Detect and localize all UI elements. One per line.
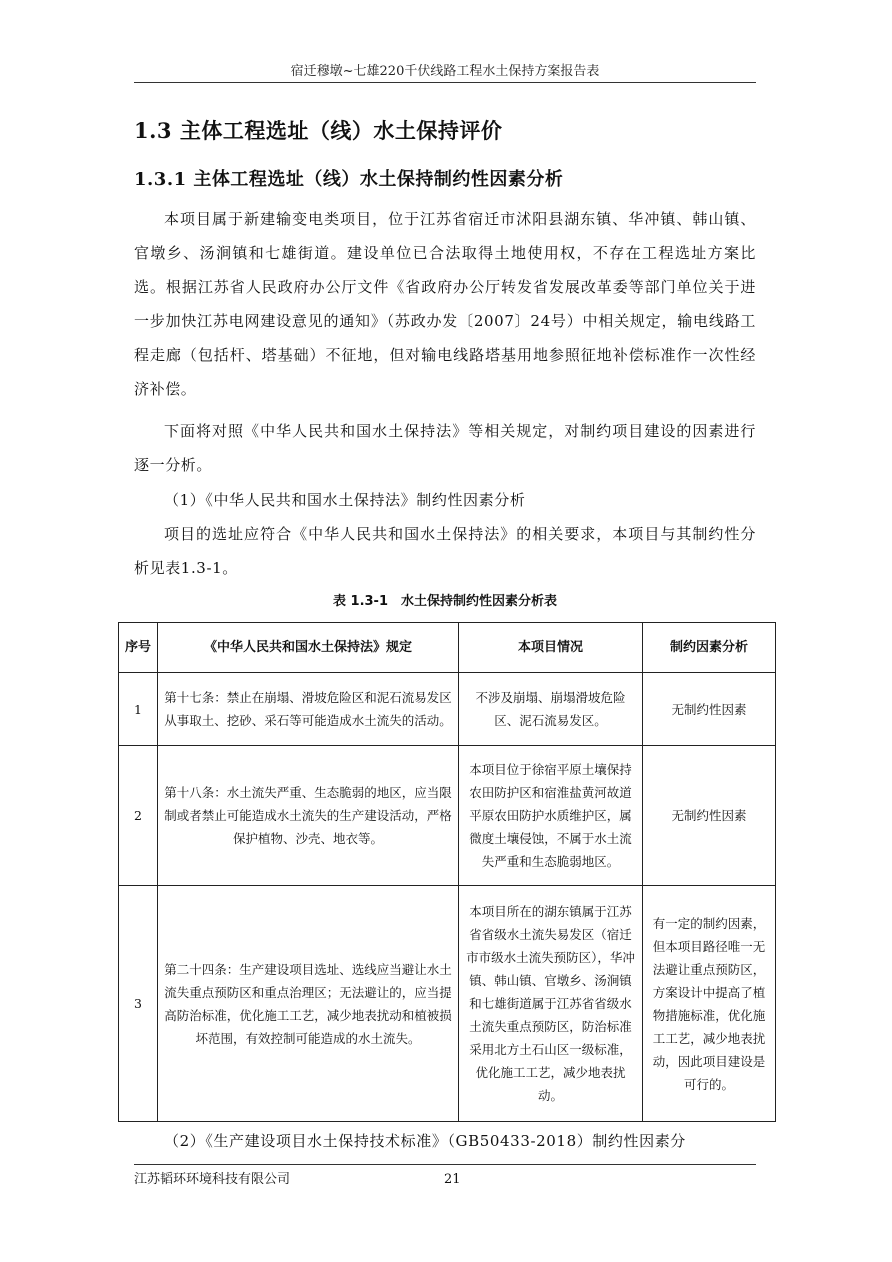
paragraph-project-overview: 本项目属于新建输变电类项目，位于江苏省宿迁市沭阳县湖东镇、华冲镇、韩山镇、官墩乡、汤涧镇和七雄街道。建设单位已合法取得土地使用权，不存在工程选址方案比选。根据江苏省人民政府办公厅文件《省政府办公厅转发省发展改革委等部门单位关于进一步加快江苏电网建设意见的通知》（苏政办发〔2007〕24号）中相关规定，输电线路工程走廊（包括杆、塔基础）不征地，但对输电线路塔基用地参照征地补偿标准作一次性经济补偿。 xyxy=(134,210,756,398)
section-title: 1.3 主体工程选址（线）水土保持评价 xyxy=(134,118,503,143)
header-analysis: 制约因素分析 xyxy=(643,623,776,673)
constraint-factor-table xyxy=(118,622,776,1122)
row-project-situation: 本项目位于徐宿平原土壤保持农田防护区和宿淮盐黄河故道平原农田防护水质维护区，属微度土壤侵蚀，不属于水土流失严重和生态脆弱地区。 xyxy=(459,746,643,886)
footer-divider xyxy=(134,1164,756,1165)
header-law: 《中华人民共和国水土保持法》规定 xyxy=(158,623,459,673)
row-factor-analysis: 有一定的制约因素，但本项目路径唯一无法避让重点预防区，方案设计中提高了植物措施标准，优化施工工艺，减少地表扰动，因此项目建设是可行的。 xyxy=(643,886,776,1122)
page-number: 21 xyxy=(444,1172,461,1187)
row-index: 1 xyxy=(119,673,158,746)
table-header-row xyxy=(119,623,776,673)
footer-company: 江苏韬环环境科技有限公司 xyxy=(134,1172,291,1187)
row-law-provision: 第二十四条：生产建设项目选址、选线应当避让水土流失重点预防区和重点治理区；无法避让的，应当提高防治标准，优化施工工艺，减少地表扰动和植被损坏范围，有效控制可能造成的水土流失。 xyxy=(158,886,459,1122)
header-situation: 本项目情况 xyxy=(459,623,643,673)
row-factor-analysis: 无制约性因素 xyxy=(643,673,776,746)
table-row xyxy=(119,746,776,886)
row-factor-analysis: 无制约性因素 xyxy=(643,746,776,886)
row-law-provision: 第十七条：禁止在崩塌、滑坡危险区和泥石流易发区从事取土、挖砂、采石等可能造成水土流失的活动。 xyxy=(158,673,459,746)
paragraph-law-heading: （1）《中华人民共和国水土保持法》制约性因素分析 xyxy=(164,491,526,509)
table-row xyxy=(119,886,776,1122)
paragraph-standard-heading: （2）《生产建设项目水土保持技术标准》（GB50433-2018）制约性因素分 xyxy=(164,1132,686,1150)
table-row xyxy=(119,673,776,746)
subsection-title: 1.3.1 主体工程选址（线）水土保持制约性因素分析 xyxy=(134,169,564,190)
row-law-provision: 第十八条：水土流失严重、生态脆弱的地区，应当限制或者禁止可能造成水土流失的生产建设活动，严格保护植物、沙壳、地衣等。 xyxy=(158,746,459,886)
paragraph-analysis-intro: 下面将对照《中华人民共和国水土保持法》等相关规定，对制约项目建设的因素进行逐一分析。 xyxy=(134,422,756,474)
header-divider xyxy=(134,82,756,83)
header-index: 序号 xyxy=(119,623,158,673)
row-index: 3 xyxy=(119,886,158,1122)
row-project-situation: 不涉及崩塌、崩塌滑坡危险区、泥石流易发区。 xyxy=(459,673,643,746)
page-header: 宿迁穆墩~七雄220千伏线路工程水土保持方案报告表 xyxy=(290,64,600,79)
paragraph-table-reference: 项目的选址应符合《中华人民共和国水土保持法》的相关要求，本项目与其制约性分析见表1.3-1。 xyxy=(134,525,756,577)
row-index: 2 xyxy=(119,746,158,886)
table-caption: 表 1.3-1 水土保持制约性因素分析表 xyxy=(333,594,557,609)
row-project-situation: 本项目所在的湖东镇属于江苏省省级水土流失易发区（宿迁市市级水土流失预防区），华冲镇、韩山镇、官墩乡、汤涧镇和七雄街道属于江苏省省级水土流失重点预防区，防治标准采用北方土石山区一级标准，优化施工工艺，减少地表扰动。 xyxy=(459,886,643,1122)
